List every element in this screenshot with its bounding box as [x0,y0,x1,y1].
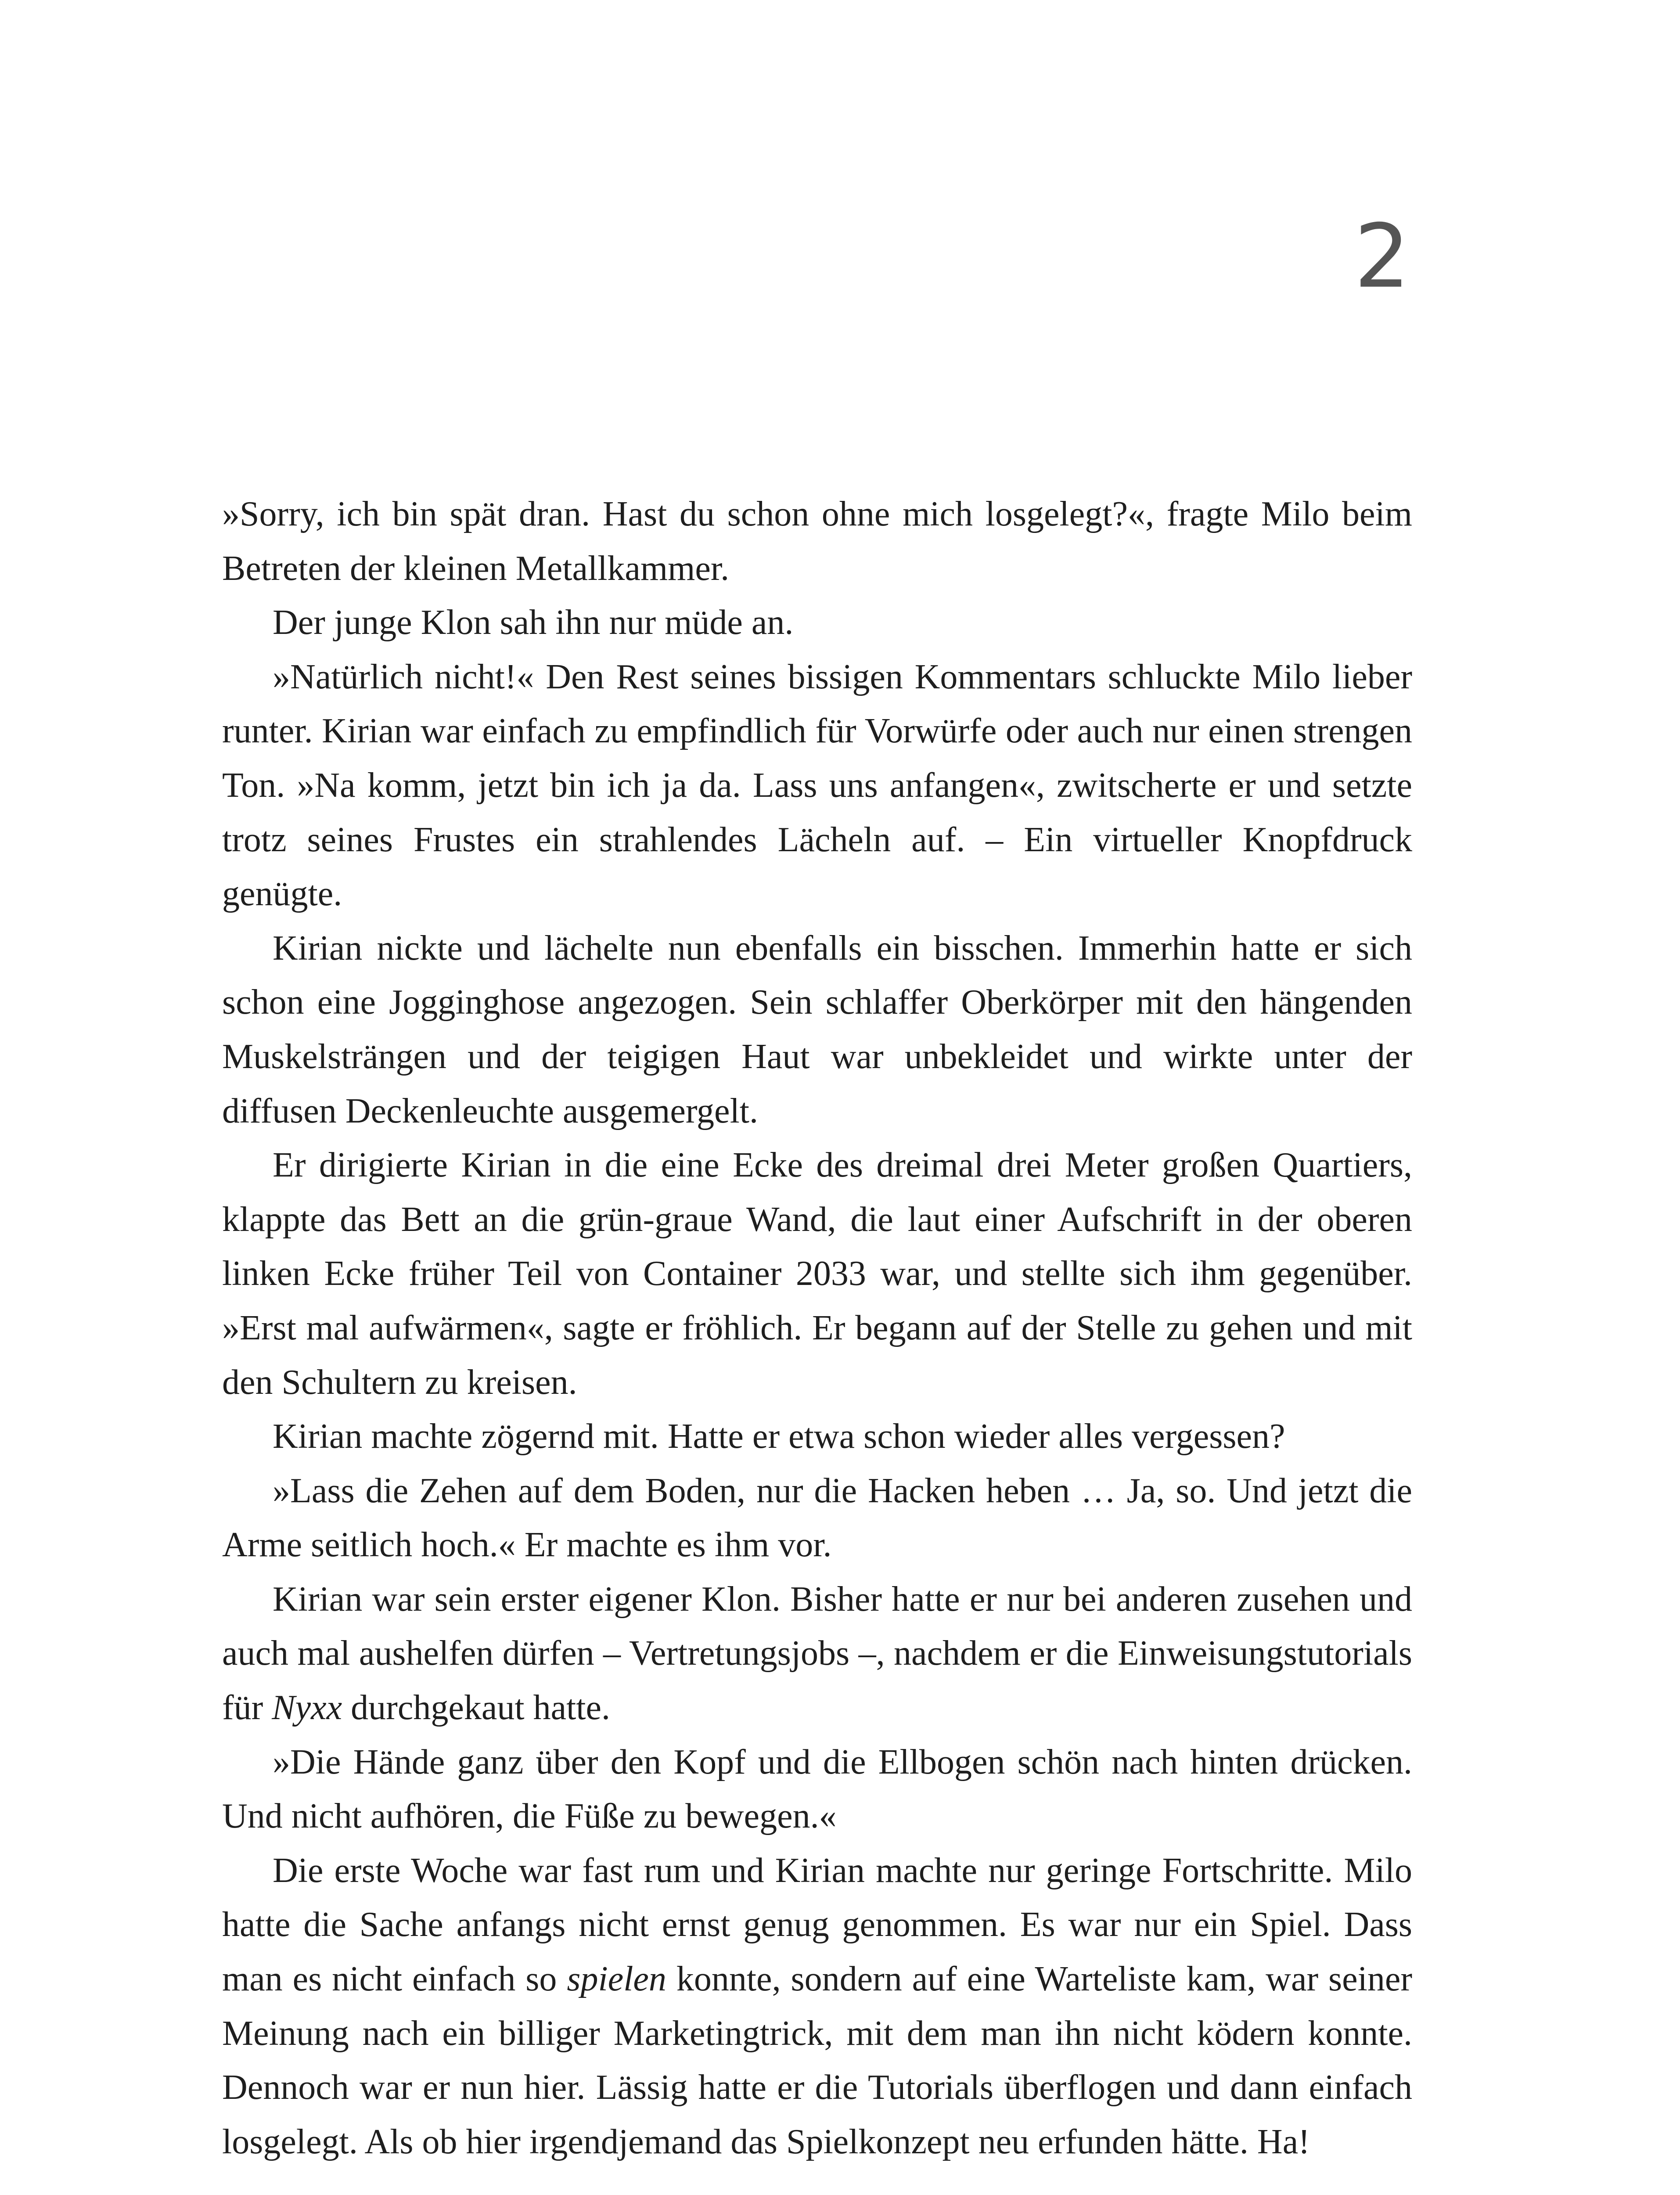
paragraph [222,1410,1412,1464]
paragraph-text: »Die Hände ganz über den Kopf und die Ellbogen schön nach hinten drücken. Und nicht aufhören, die Füße zu bewegen.« [222,1742,1412,1836]
game-title-italic: Nyxx [272,1688,342,1727]
paragraph-text: »Lass die Zehen auf dem Boden, nur die Hacken heben … Ja, so. Und jetzt die Arme seitlich hoch.« Er machte es ihm vor. [222,1471,1412,1565]
chapter-body [222,487,1412,2169]
paragraph [222,487,1412,596]
paragraph [222,1138,1412,1410]
paragraph-text: konnte, sondern auf eine Warteliste kam, war seiner Meinung nach ein billiger Marketingtrick, mit dem man ihn nicht ködern konnte. Dennoch war er nun hier. Lässig hatte er die Tutorials überflogen und dann einfach losgelegt. Als ob hier irgendjemand das Spielkonzept neu erfunden hätte. Ha! [222,1960,1413,2161]
paragraph [222,921,1412,1138]
paragraph [222,1735,1412,1844]
paragraph-text: Kirian machte zögernd mit. Hatte er etwa schon wieder alles vergessen? [273,1417,1285,1456]
paragraph [222,1572,1412,1735]
paragraph-text: Der junge Klon sah ihn nur müde an. [273,603,794,642]
chapter-number: 2 [1354,205,1410,308]
paragraph [222,1844,1412,2170]
paragraph-text: Er dirigierte Kirian in die eine Ecke des dreimal drei Meter großen Quartiers, klappte das Bett an die grün-graue Wand, die laut einer Aufschrift in der oberen linken Ecke früher Teil von Container 2033 war, und stellte sich ihm gegenüber. »Erst mal aufwärmen«, sagte er fröhlich. Er begann auf der Stelle zu gehen und mit den Schultern zu kreisen. [222,1146,1412,1402]
paragraph-text: durchgekaut hatte. [342,1688,611,1727]
paragraph-text: Kirian war sein erster eigener Klon. Bisher hatte er nur bei anderen zusehen und auch mal aushelfen dürfen – Vertretungsjobs –, nachdem er die Einweisungstutorials für [222,1580,1412,1727]
paragraph-text: »Natürlich nicht!« Den Rest seines bissigen Kommentars schluckte Milo lieber runter. Kirian war einfach zu empfindlich für Vorwürfe oder auch nur einen strengen Ton. »Na komm, jetzt bin ich ja da. Lass uns anfangen«, zwitscherte er und setzte trotz seines Frustes ein strahlendes Lächeln auf. – Ein virtueller Knopfdruck genügte. [222,657,1412,914]
paragraph [222,596,1412,650]
emphasis-italic: spielen [567,1960,666,1999]
paragraph-text: Kirian nickte und lächelte nun ebenfalls ein bisschen. Immerhin hatte er sich schon eine Jogginghose angezogen. Sein schlaffer Oberkörper mit den hängenden Muskelsträngen und der teigigen Haut war unbekleidet und wirkte unter der diffusen Deckenleuchte ausgemergelt. [222,928,1412,1130]
paragraph-text: »Sorry, ich bin spät dran. Hast du schon ohne mich losgelegt?«, fragte Milo beim Betreten der kleinen Metallkammer. [222,495,1412,588]
paragraph-text: Die erste Woche war fast rum und Kirian machte nur geringe Fortschritte. Milo hatte die Sache anfangs nicht ernst genug genommen. Es war nur ein Spiel. Dass man es nicht einfach so [222,1851,1412,1999]
paragraph [222,650,1412,921]
paragraph [222,1464,1412,1572]
